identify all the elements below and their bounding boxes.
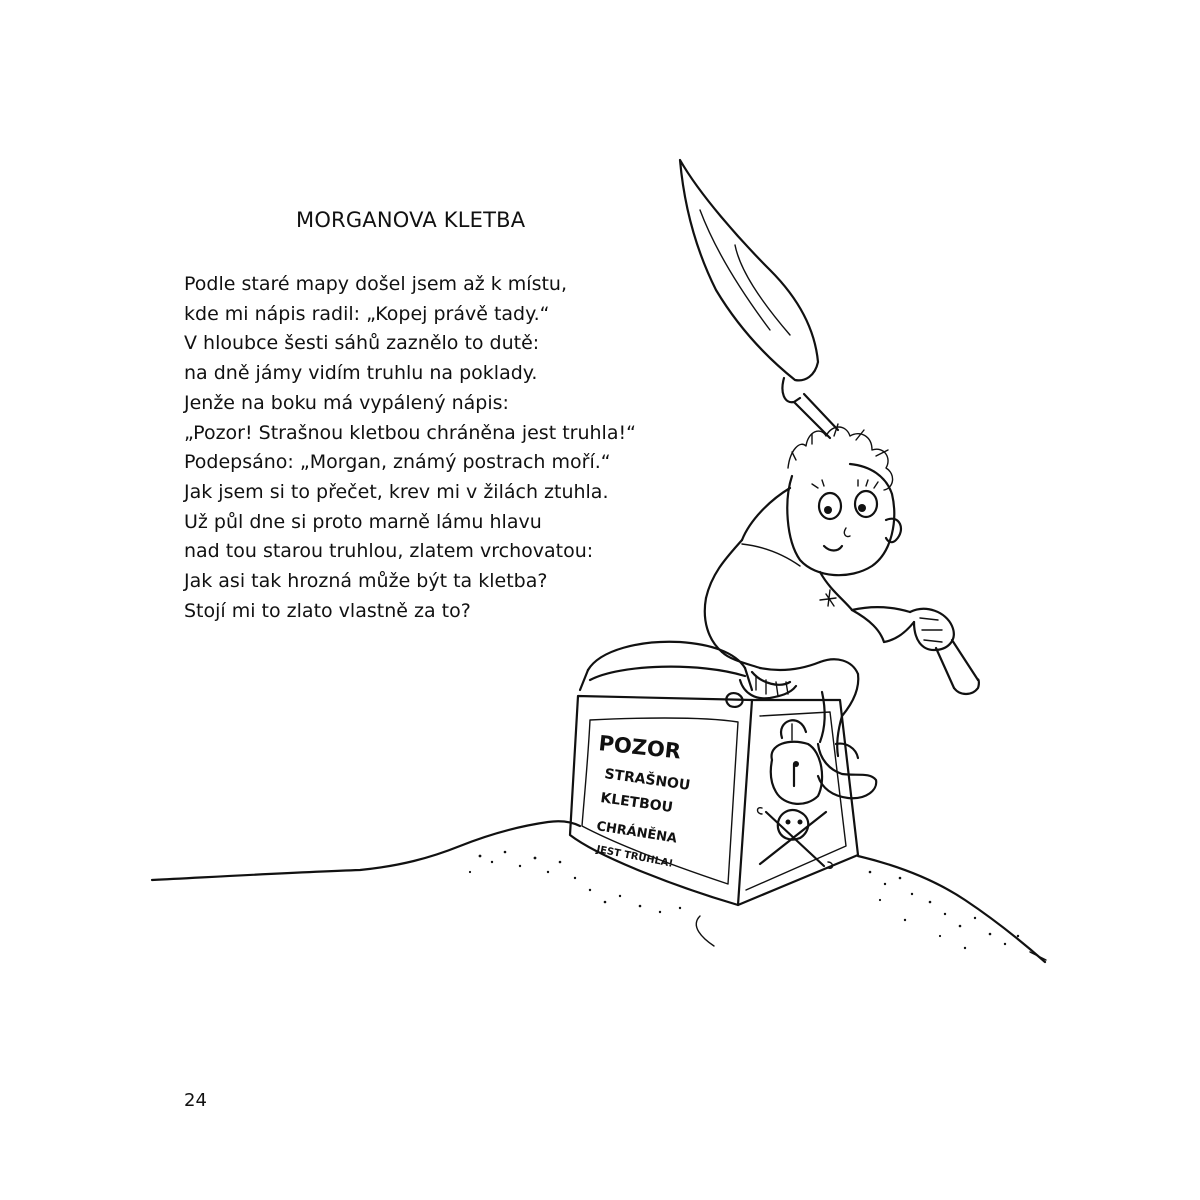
treasure-chest — [570, 642, 858, 905]
skull-and-crossbones-icon — [758, 808, 833, 869]
poem-line: Už půl dne si proto marně lámu hlavu — [184, 510, 542, 533]
chest-inscription-line: KLETBOU — [599, 790, 674, 817]
chest-inscription-line: CHRÁNĚNA — [595, 819, 678, 847]
shovel — [680, 160, 838, 438]
poem-line: Stojí mi to zlato vlastně za to? — [184, 599, 471, 622]
poem-line: kde mi nápis radil: „Kopej právě tady.“ — [184, 302, 550, 325]
sand-mound — [152, 821, 1046, 962]
boy — [705, 424, 979, 798]
poem-line: Podle staré mapy došel jsem až k místu, — [184, 273, 568, 295]
poem-line: Jenže na boku má vypálený nápis: — [184, 391, 509, 414]
poem-line: „Pozor! Strašnou kletbou chráněna jest truhla!“ — [184, 421, 636, 444]
chest-inscription-line: POZOR — [597, 731, 683, 764]
poem-line: nad tou starou truhlou, zlatem vrchovatou: — [184, 540, 594, 563]
poem-line: Jak jsem si to přečet, krev mi v žilách ztuhla. — [184, 480, 609, 503]
poem-line: Podepsáno: „Morgan, známý postrach moří.“ — [184, 451, 611, 474]
poem-line: Jak asi tak hrozná může být ta kletba? — [184, 570, 548, 593]
padlock-icon — [771, 720, 822, 804]
chest-inscription-line: STRAŠNOU — [603, 766, 692, 794]
poem-line: V hloubce šesti sáhů zaznělo to dutě: — [184, 332, 540, 355]
poem-line: na dně jámy vidím truhlu na poklady. — [184, 362, 538, 385]
chest-inscription-line: JEST TRUHLA! — [595, 844, 674, 870]
poem-title: MORGANOVA KLETBA — [296, 208, 526, 232]
page-number: 24 — [184, 1090, 207, 1111]
